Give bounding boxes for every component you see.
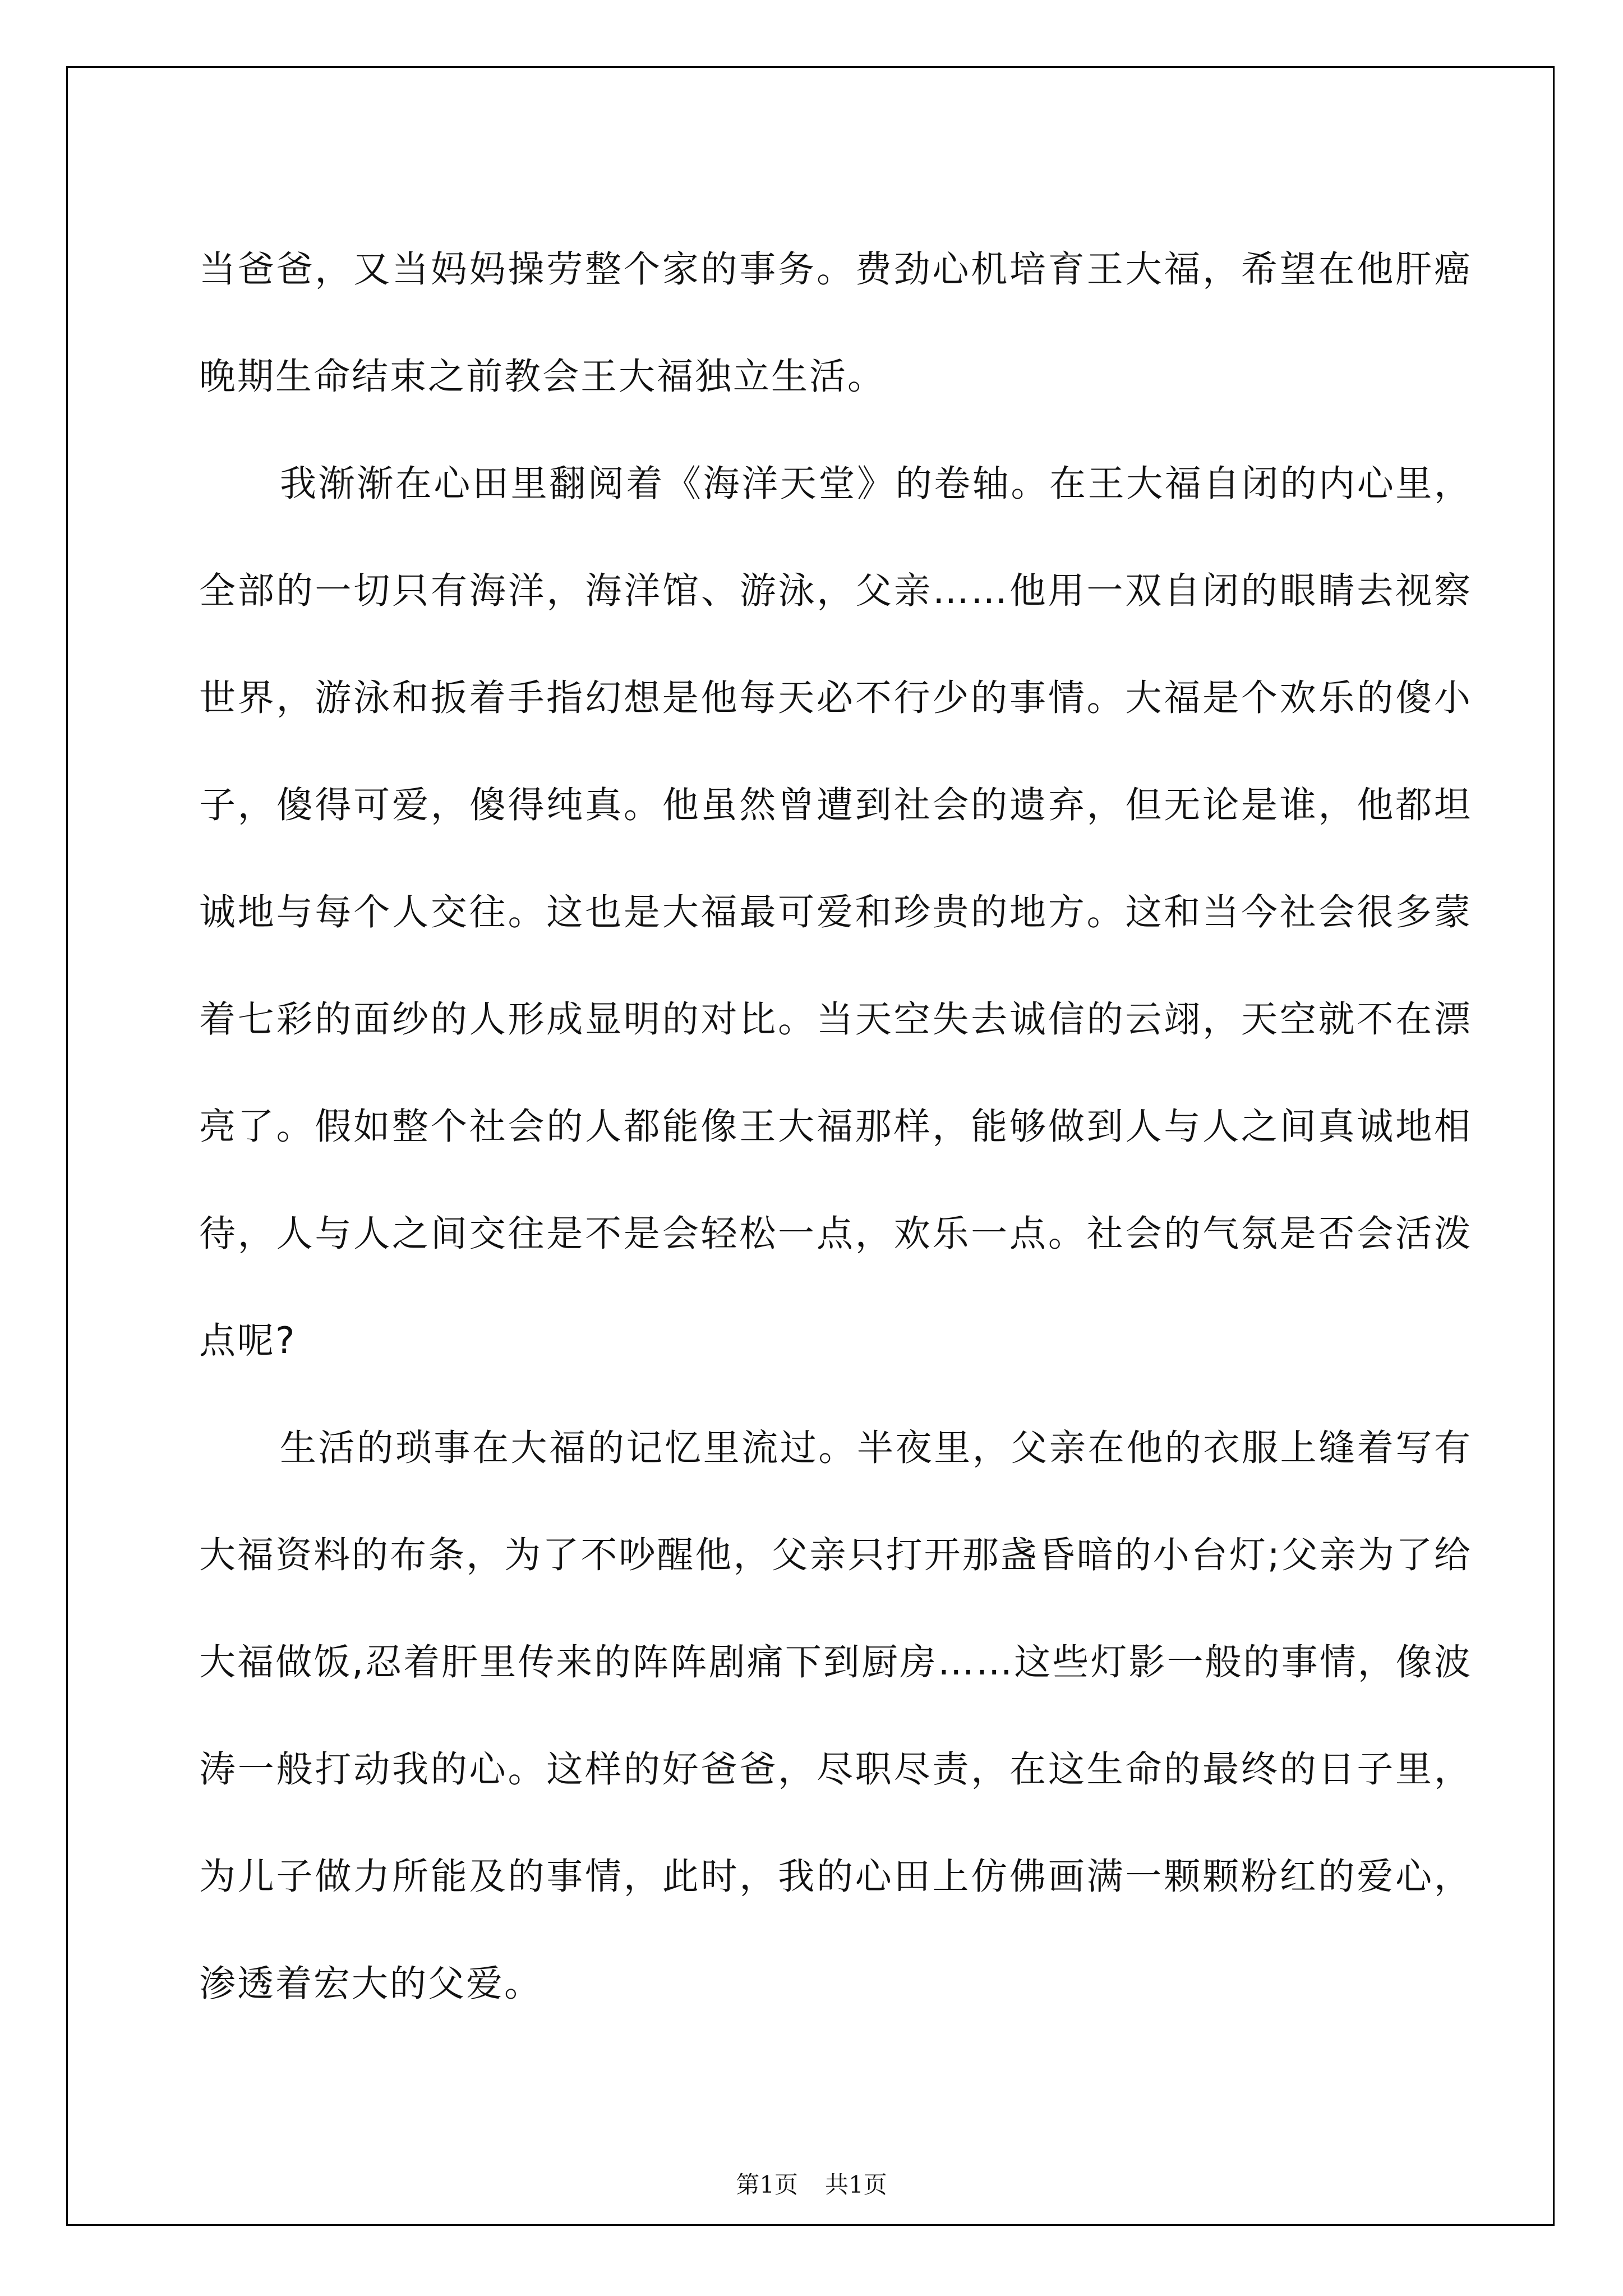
document-body — [199, 216, 1472, 2037]
page-total: 共1页 — [825, 2171, 887, 2198]
page-number: 第1页 — [736, 2171, 798, 2198]
page-footer — [0, 2166, 1623, 2200]
paragraph-1: 当爸爸，又当妈妈操劳整个家的事务。费劲心机培育王大福，希望在他肝癌晚期生命结束之前教会王大福独立生活。 — [199, 249, 1472, 398]
paragraph-3: 生活的琐事在大福的记忆里流过。半夜里，父亲在他的衣服上缝着写有大福资料的布条，为了不吵醒他，父亲只打开那盏昏暗的小台灯;父亲为了给大福做饭,忍着肝里传来的阵阵剧痛下到厨房……这些灯影一般的事情，像波涛一般打动我的心。这样的好爸爸，尽职尽责，在这生命的最终的日子里，为儿子做力所能及的事情，此时，我的心田上仿佛画满一颗颗粉红的爱心，渗透着宏大的父爱。 — [199, 1427, 1472, 2005]
paragraph-2: 我渐渐在心田里翻阅着《海洋天堂》的卷轴。在王大福自闭的内心里，全部的一切只有海洋，海洋馆、游泳，父亲……他用一双自闭的眼睛去视察世界，游泳和扳着手指幻想是他每天必不行少的事情。大福是个欢乐的傻小子，傻得可爱，傻得纯真。他虽然曾遭到社会的遗弃，但无论是谁，他都坦诚地与每个人交往。这也是大福最可爱和珍贵的地方。这和当今社会很多蒙着七彩的面纱的人形成显明的对比。当天空失去诚信的云翊，天空就不在漂亮了。假如整个社会的人都能像王大福那样，能够做到人与人之间真诚地相待，人与人之间交往是不是会轻松一点，欢乐一点。社会的气氛是否会活泼点呢? — [199, 463, 1472, 1362]
